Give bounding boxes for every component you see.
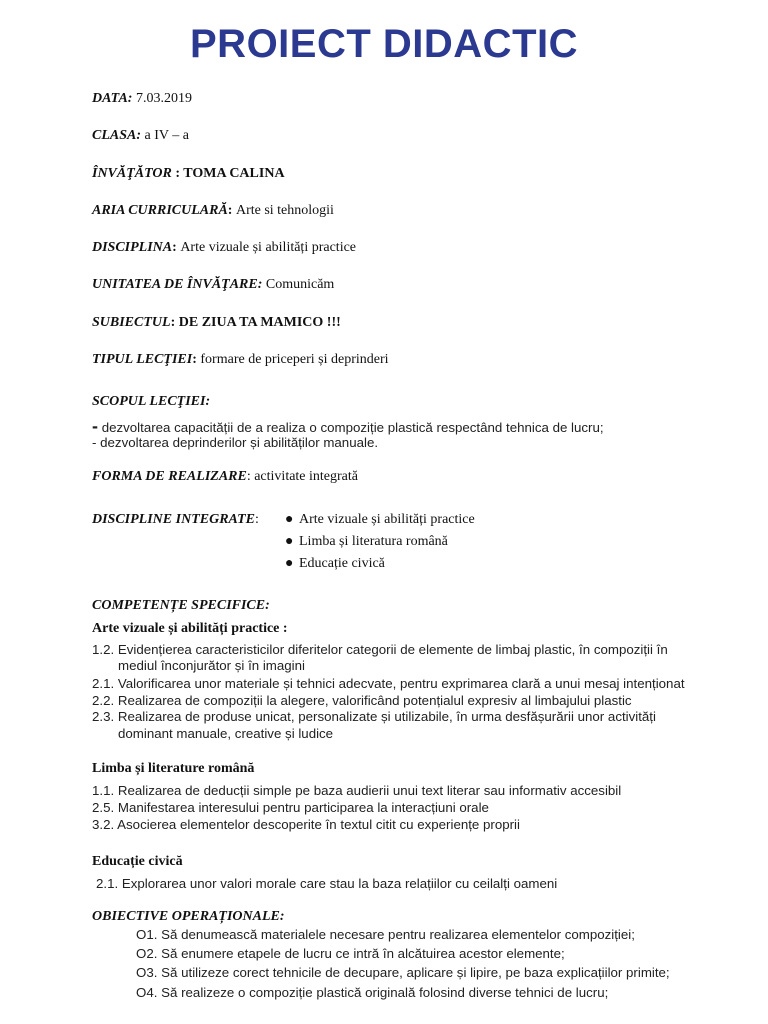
- scopul-item: [92, 435, 378, 450]
- field-label: ÎNVĂŢĂTOR: [92, 166, 172, 181]
- competenta-item: [92, 709, 656, 724]
- obiectiv-text: Să denumească materialele necesare pentru realizarea elementelor compoziției;: [161, 927, 635, 942]
- field-label: DISCIPLINA: [92, 240, 173, 255]
- scopul-item-text: dezvoltarea deprinderilor și abilităților manuale.: [96, 435, 379, 450]
- field-subiectul: [92, 315, 341, 331]
- field-label: DATA:: [92, 91, 133, 106]
- field-separator: :: [172, 240, 181, 255]
- obiectiv-code: O2.: [136, 946, 158, 961]
- field-separator: :: [227, 203, 236, 218]
- competenta-item-continued: dominant manuale, creative și ludice: [118, 726, 334, 741]
- dash-marker: -: [92, 435, 97, 450]
- field-separator: :: [246, 469, 255, 484]
- obiectiv-text: Să enumere etapele de lucru ce intră în alcătuirea acestor elemente;: [161, 946, 565, 961]
- competenta-item: [96, 876, 557, 891]
- discipline-item-text: Limba și literatura română: [299, 534, 448, 549]
- bullet-icon: ●: [285, 556, 294, 571]
- obiectiv-item: [136, 985, 608, 1000]
- scopul-item: [92, 416, 604, 437]
- section-heading: OBIECTIVE OPERAȚIONALE:: [92, 909, 285, 924]
- discipline-item-text: Arte vizuale și abilități practice: [299, 512, 475, 527]
- field-label: ARIA CURRICULARĂ: [92, 203, 228, 218]
- obiectiv-item: [136, 965, 670, 980]
- obiectiv-code: O4.: [136, 985, 158, 1000]
- competenta-number: 2.5.: [92, 800, 115, 815]
- scopul-item-text: dezvoltarea capacității de a realiza o compoziție plastică respectând tehnica de lucru;: [98, 420, 604, 435]
- competenta-text: Realizarea de compoziții la alegere, valorificând potențialul expresiv al limbajului plastic: [117, 693, 632, 708]
- field-label: DISCIPLINE INTEGRATE: [92, 512, 255, 527]
- discipline-item: [285, 534, 448, 550]
- obiectiv-text: Să utilizeze corect tehnicile de decupare, aplicare și lipire, pe baza explicațiilor primite;: [161, 965, 670, 980]
- obiectiv-item: [136, 927, 635, 942]
- obiectiv-text: Să realizeze o compoziție plastică originală folosind diverse tehnici de lucru;: [161, 985, 609, 1000]
- field-data: [92, 91, 192, 107]
- field-tipul: [92, 352, 389, 368]
- competenta-number: 2.1.: [92, 676, 115, 691]
- competente-group-title: Arte vizuale și abilități practice :: [92, 621, 288, 636]
- competenta-number: 1.1.: [92, 783, 115, 798]
- field-disciplina: [92, 240, 356, 256]
- discipline-item: [285, 556, 385, 572]
- field-value: Comunicăm: [265, 277, 335, 292]
- field-label: TIPUL LECŢIEI: [92, 352, 193, 367]
- field-label: FORMA DE REALIZARE: [92, 469, 247, 484]
- scopul-heading: [92, 394, 210, 410]
- document-title: PROIECT DIDACTIC: [190, 22, 578, 66]
- field-value: activitate integrată: [254, 469, 358, 484]
- competenta-text: Manifestarea interesului pentru participarea la interacțiuni orale: [117, 800, 489, 815]
- competente-group-title: Limba și literature română: [92, 761, 255, 776]
- competente-heading: [92, 598, 270, 614]
- field-value: Arte si tehnologii: [235, 203, 334, 218]
- obiectiv-code: O3.: [136, 965, 158, 980]
- discipline-item-text: Educație civică: [299, 556, 385, 571]
- competenta-text: Asocierea elementelor descoperite în textul citit cu experiențe proprii: [117, 817, 520, 832]
- field-separator: :: [171, 166, 184, 181]
- competenta-item: [92, 783, 621, 798]
- field-label: SCOPUL LECŢIEI:: [92, 394, 211, 409]
- field-label: UNITATEA DE ÎNVĂŢARE:: [92, 277, 263, 292]
- field-value: formare de priceperi și deprinderi: [200, 352, 389, 367]
- field-value: 7.03.2019: [135, 91, 192, 106]
- section-heading: COMPETENȚE SPECIFICE:: [92, 598, 270, 613]
- field-separator: :: [170, 315, 179, 330]
- competenta-item: [92, 676, 685, 691]
- competenta-number: 2.2.: [92, 693, 115, 708]
- field-clasa: [92, 128, 189, 144]
- field-separator: :: [192, 352, 201, 367]
- dash-marker: -: [92, 416, 98, 436]
- competenta-number: 1.2.: [92, 642, 115, 657]
- competenta-item: [92, 817, 520, 832]
- obiective-heading: [92, 909, 285, 925]
- field-value: DE ZIUA TA MAMICO !!!: [178, 315, 341, 330]
- field-separator: :: [254, 512, 259, 527]
- obiectiv-item: [136, 946, 565, 961]
- field-value: a IV – a: [144, 128, 189, 143]
- competenta-item: [92, 642, 668, 657]
- obiectiv-code: O1.: [136, 927, 158, 942]
- competenta-text: Valorificarea unor materiale și tehnici adecvate, pentru exprimarea clară a unui mesaj intenționat: [117, 676, 685, 691]
- field-label: CLASA:: [92, 128, 142, 143]
- bullet-icon: ●: [285, 512, 294, 527]
- discipline-item: [285, 512, 475, 528]
- field-label: SUBIECTUL: [92, 315, 171, 330]
- competenta-text: Realizarea de deducții simple pe baza audierii unui text literar sau informativ accesibil: [117, 783, 622, 798]
- competenta-number: 2.3.: [92, 709, 115, 724]
- field-forma: [92, 469, 358, 485]
- competenta-item-continued: mediul înconjurător și în imagini: [118, 658, 305, 673]
- competenta-number: 3.2.: [92, 817, 115, 832]
- competenta-item: [92, 693, 632, 708]
- field-invatator: [92, 166, 285, 182]
- competenta-item: [92, 800, 489, 815]
- competenta-text: Evidențierea caracteristicilor diferitelor categorii de elemente de limbaj plastic, în compoziții în: [117, 642, 668, 657]
- competenta-text: Realizarea de produse unicat, personalizate și utilizabile, în urma desfășurării unor activități: [117, 709, 656, 724]
- competenta-text: Explorarea unor valori morale care stau la baza relațiilor cu ceilalți oameni: [121, 876, 558, 891]
- field-value: Arte vizuale și abilități practice: [180, 240, 357, 255]
- field-value: TOMA CALINA: [183, 166, 285, 181]
- competente-group-title: Educație civică: [92, 854, 183, 869]
- discipline-integrate-heading: [92, 512, 259, 528]
- competenta-number: 2.1.: [96, 876, 119, 891]
- bullet-icon: ●: [285, 534, 294, 549]
- field-aria: [92, 203, 334, 219]
- field-unitatea: [92, 277, 334, 293]
